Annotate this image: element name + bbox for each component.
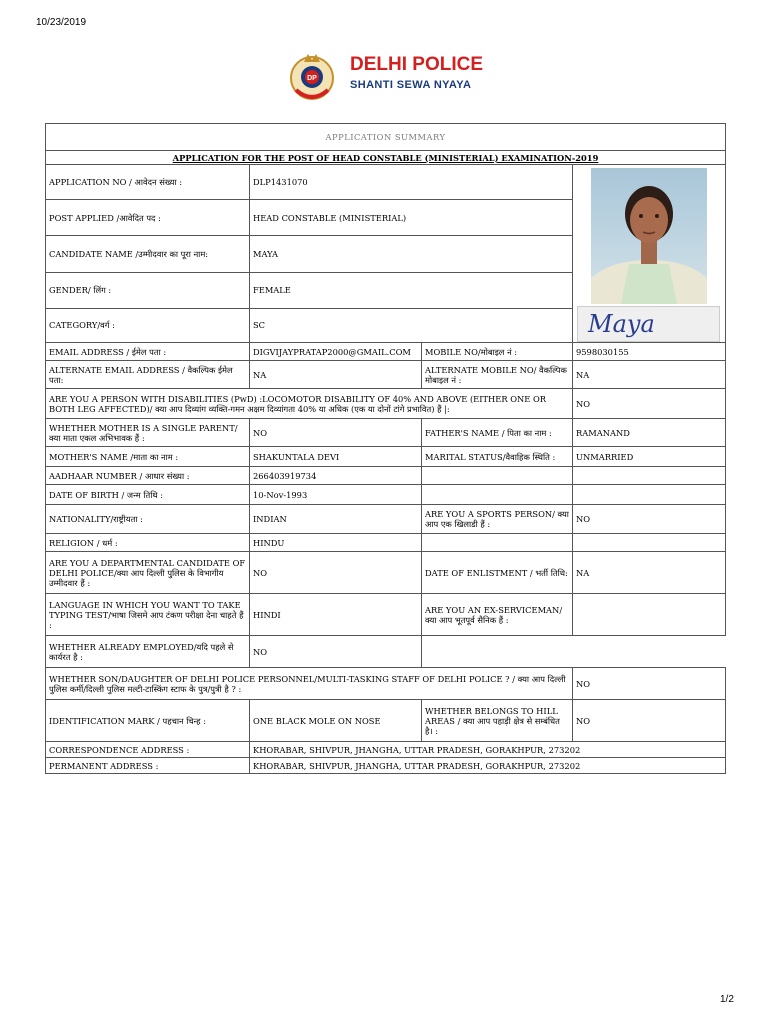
alt-mobile-value: NA [573, 361, 726, 389]
brand-motto: SHANTI SEWA NYAYA [350, 79, 472, 91]
hill-area-value: NO [573, 700, 726, 742]
permanent-address-value: KHORABAR, SHIVPUR, JHANGHA, UTTAR PRADESH, GORAKHPUR, 273202 [250, 758, 726, 774]
candidate-signature [577, 306, 720, 342]
print-date: 10/23/2019 [36, 17, 87, 28]
enlistment-label: DATE OF ENLISTMENT / भर्ती तिथि: [422, 552, 573, 594]
pwd-value: NO [573, 389, 726, 419]
correspondence-address-label: CORRESPONDENCE ADDRESS : [46, 742, 250, 758]
single-parent-value: NO [250, 419, 422, 447]
ex-serviceman-label: ARE YOU AN EX-SERVICEMAN/ क्या आप भूतपूर्व सैनिक हैं : [422, 594, 573, 636]
dob-value: 10-Nov-1993 [250, 485, 422, 505]
candidate-name-label: CANDIDATE NAME /उम्मीदवार का पूरा नाम: [46, 236, 250, 272]
nationality-value: INDIAN [250, 505, 422, 534]
summary-label: APPLICATION SUMMARY [46, 124, 726, 151]
typing-language-value: HINDI [250, 594, 422, 636]
identification-mark-value: ONE BLACK MOLE ON NOSE [250, 700, 422, 742]
dp-ward-value: NO [573, 668, 726, 700]
religion-label: RELIGION / धर्म : [46, 534, 250, 552]
departmental-value: NO [250, 552, 422, 594]
mother-name-value: SHAKUNTALA DEVI [250, 447, 422, 467]
alt-email-value: NA [250, 361, 422, 389]
hill-area-label: WHETHER BELONGS TO HILL AREAS / क्या आप पहाड़ी क्षेत्र से सम्बंधित है। : [422, 700, 573, 742]
sports-label: ARE YOU A SPORTS PERSON/ क्या आप एक खिलाडी हैं : [422, 505, 573, 534]
brand-title: DELHI POLICE [350, 54, 484, 75]
ex-serviceman-value [573, 594, 726, 636]
category-value: SC [250, 308, 573, 342]
pwd-label: ARE YOU A PERSON WITH DISABILITIES (PwD) :LOCOMOTOR DISABILITY OF 40% AND ABOVE (EITHER ONE OR BOTH LEG AFFECTED)/ क्या आप दिव्यांग व्यक्ति-गमन अक्षम दिव्यांगता 40% या अधिक (एक या दोनों टांगे प्रभावित) हैं |: [46, 389, 573, 419]
mobile-label: MOBILE NO/मोबाइल नं : [422, 343, 573, 361]
enlistment-value: NA [573, 552, 726, 594]
gender-value: FEMALE [250, 272, 573, 308]
correspondence-address-value: KHORABAR, SHIVPUR, JHANGHA, UTTAR PRADESH, GORAKHPUR, 273202 [250, 742, 726, 758]
permanent-address-label: PERMANENT ADDRESS : [46, 758, 250, 774]
post-applied-label: POST APPLIED /आवेदित पद : [46, 200, 250, 236]
departmental-label: ARE YOU A DEPARTMENTAL CANDIDATE OF DELHI POLICE/क्या आप दिल्ली पुलिस के विभागीय उम्मीदवार हैं : [46, 552, 250, 594]
father-name-value: RAMANAND [573, 419, 726, 447]
page-number: 1/2 [720, 994, 734, 1005]
aadhaar-label: AADHAAR NUMBER / आधार संख्या : [46, 467, 250, 485]
father-name-label: FATHER'S NAME / पिता का नाम : [422, 419, 573, 447]
form-title: APPLICATION FOR THE POST OF HEAD CONSTABLE (MINISTERIAL) EXAMINATION-2019 [46, 151, 726, 165]
candidate-photo [591, 168, 707, 304]
single-parent-label: WHETHER MOTHER IS A SINGLE PARENT/ क्या माता एकल अभिभावक हैं : [46, 419, 250, 447]
application-summary-table [45, 123, 726, 774]
typing-language-label: LANGUAGE IN WHICH YOU WANT TO TAKE TYPING TEST/भाषा जिसमे आप टंकण परीक्षा देना चाहते हैं : [46, 594, 250, 636]
dob-label: DATE OF BIRTH / जन्म तिथि : [46, 485, 250, 505]
employed-value: NO [250, 636, 422, 668]
dp-ward-label: WHETHER SON/DAUGHTER OF DELHI POLICE PERSONNEL/MULTI-TASKING STAFF OF DELHI POLICE ? / क्या आप दिल्ली पुलिस कर्मी/दिल्ली पुलिस मल्टी-टास्किंग स्टाफ के पुत्र/पुत्री है ? : [46, 668, 573, 700]
email-value: DIGVIJAYPRATAP2000@GMAIL.COM [250, 343, 422, 361]
delhi-police-emblem-icon [284, 48, 340, 104]
nationality-label: NATIONALITY/राष्ट्रीयता : [46, 505, 250, 534]
alt-email-label: ALTERNATE EMAIL ADDRESS / वैकल्पिक ईमेल पता: [46, 361, 250, 389]
signature-text: Maya [588, 310, 655, 338]
svg-text:DP: DP [307, 75, 317, 82]
marital-status-value: UNMARRIED [573, 447, 726, 467]
gender-label: GENDER/ लिंग : [46, 272, 250, 308]
religion-value: HINDU [250, 534, 422, 552]
email-label: EMAIL ADDRESS / ईमेल पता : [46, 343, 250, 361]
mother-name-label: MOTHER'S NAME /माता का नाम : [46, 447, 250, 467]
post-applied-value: HEAD CONSTABLE (MINISTERIAL) [250, 200, 573, 236]
page-header [284, 48, 494, 104]
photo-signature-cell [573, 165, 726, 343]
candidate-name-value: MAYA [250, 236, 573, 272]
employed-label: WHETHER ALREADY EMPLOYED/यदि पहले से कार्यरत है : [46, 636, 250, 668]
marital-status-label: MARITAL STATUS/वैवाहिक स्थिति : [422, 447, 573, 467]
alt-mobile-label: ALTERNATE MOBILE NO/ वैकल्पिक मोबाइल नं : [422, 361, 573, 389]
sports-value: NO [573, 505, 726, 534]
category-label: CATEGORY/वर्ग : [46, 308, 250, 342]
mobile-value: 9598030155 [573, 343, 726, 361]
application-no-label: APPLICATION NO / आवेदन संख्या : [46, 165, 250, 200]
identification-mark-label: IDENTIFICATION MARK / पहचान चिन्ह : [46, 700, 250, 742]
application-no-value: DLP1431070 [250, 165, 573, 200]
aadhaar-value: 266403919734 [250, 467, 422, 485]
